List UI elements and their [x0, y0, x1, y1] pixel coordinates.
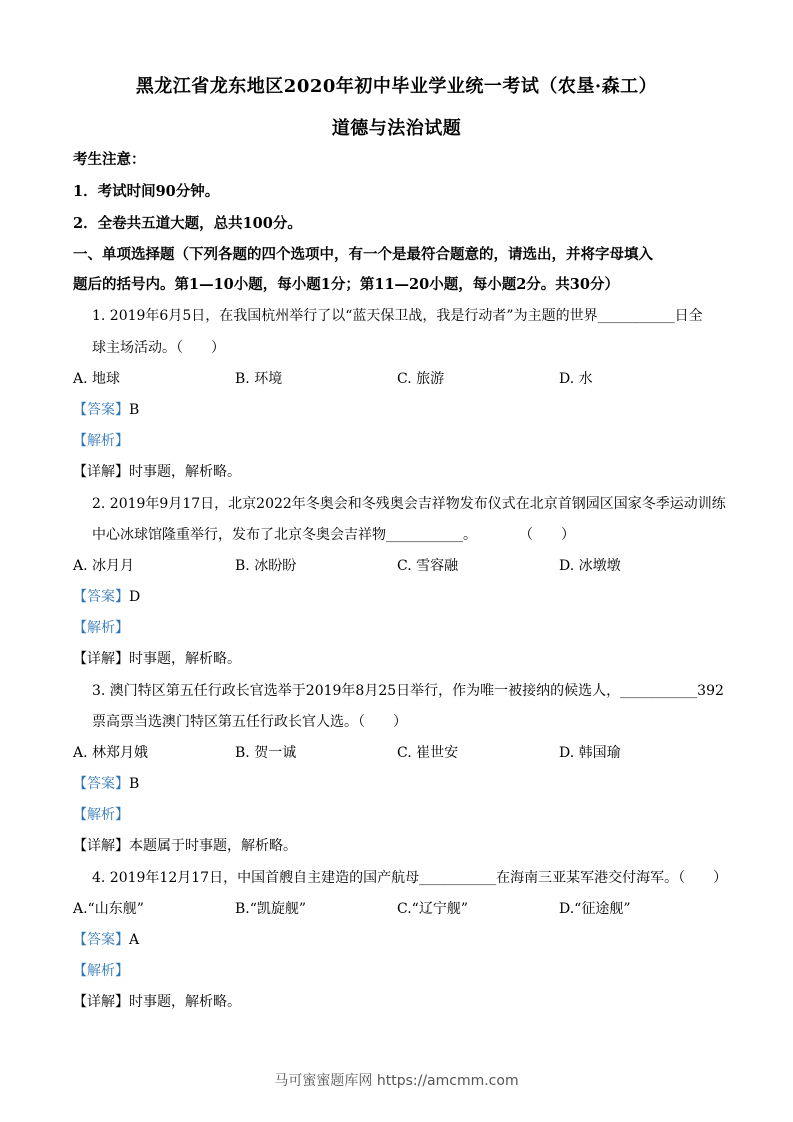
question-4-detail: 【详解】时事题，解析略。 — [73, 994, 241, 1010]
option-c: C. 雪容融 — [397, 558, 459, 574]
question-1-options — [73, 369, 723, 389]
question-1-stem: 1. 2019年6月5日，在我国杭州举行了以“蓝天保卫战，我是行动者”为主题的世界___________日全 — [92, 308, 703, 324]
exam-subtitle: 道德与法治试题 — [331, 118, 462, 139]
answer-tag: 【答案】 — [73, 589, 129, 605]
option-b: B.“凯旋舰” — [235, 901, 307, 917]
question-2-detail: 【详解】时事题，解析略。 — [73, 651, 241, 667]
question-4-analysis: 【解析】 — [73, 963, 129, 979]
question-3-stem: 3. 澳门特区第五任行政长官选举于2019年8月25日举行，作为唯一被接纳的候选人，___________392 — [92, 683, 724, 699]
question-3-options — [73, 743, 723, 763]
option-d: D.“征途舰” — [559, 901, 631, 917]
question-4-options — [73, 899, 723, 919]
section-heading: 一、单项选择题（下列各题的四个选项中，有一个是最符合题意的，请选出，并将字母填入 — [73, 246, 653, 263]
option-b: B. 环境 — [235, 371, 283, 387]
answer-value: A — [129, 932, 140, 948]
question-3-analysis: 【解析】 — [73, 807, 129, 823]
option-b: B. 冰盼盼 — [235, 558, 297, 574]
question-2-answer — [73, 587, 723, 607]
exam-title: 黑龙江省龙东地区2020年初中毕业学业统一考试（农垦·森工） — [135, 76, 658, 97]
option-a: A.“山东舰” — [73, 901, 144, 917]
footer-watermark: 马可蜜蜜题库网 https://amcmm.com — [274, 1073, 519, 1089]
answer-tag: 【答案】 — [73, 776, 129, 792]
notice-item: 1．考试时间90分钟。 — [73, 183, 220, 200]
option-a: A. 地球 — [73, 371, 121, 387]
option-c: C. 旅游 — [397, 371, 445, 387]
option-b: B. 贺一诚 — [235, 745, 297, 761]
notice-item: 2．全卷共五道大题，总共100分。 — [73, 215, 302, 232]
question-4-stem: 4. 2019年12月17日，中国首艘自主建造的国产航母___________在海南三亚某军港交付海军。（ ） — [92, 870, 728, 886]
answer-value: B — [129, 776, 140, 792]
option-c: C.“辽宁舰” — [397, 901, 468, 917]
answer-value: B — [129, 402, 140, 418]
option-a: A. 林郑月娥 — [73, 745, 149, 761]
option-a: A. 冰月月 — [73, 558, 135, 574]
answer-tag: 【答案】 — [73, 932, 129, 948]
question-3-detail: 【详解】本题属于时事题，解析略。 — [73, 838, 297, 854]
question-3-answer — [73, 774, 723, 794]
question-1-detail: 【详解】时事题，解析略。 — [73, 464, 241, 480]
option-d: D. 韩国瑜 — [559, 745, 621, 761]
question-2-analysis: 【解析】 — [73, 620, 129, 636]
question-4-answer — [73, 930, 723, 950]
option-d: D. 水 — [559, 371, 593, 387]
question-2-stem: 2. 2019年9月17日，北京2022年冬奥会和冬残奥会吉祥物发布仪式在北京首钢园区国家冬季运动训练 — [92, 496, 726, 512]
answer-tag: 【答案】 — [73, 402, 129, 418]
notice-heading: 考生注意： — [73, 151, 146, 168]
question-1-answer — [73, 400, 723, 420]
option-d: D. 冰墩墩 — [559, 558, 621, 574]
question-3-stem-cont: 票高票当选澳门特区第五任行政长官人选。（ ） — [92, 714, 407, 730]
answer-value: D — [129, 589, 141, 605]
option-c: C. 崔世安 — [397, 745, 459, 761]
question-2-options — [73, 556, 723, 576]
question-1-stem-cont: 球主场活动。（ ） — [92, 340, 225, 356]
section-heading-cont: 题后的括号内。第1—10小题，每小题1分；第11—20小题，每小题2分。共30分） — [73, 276, 619, 293]
question-2-stem-cont: 中心冰球馆隆重举行，发布了北京冬奥会吉祥物___________。 （ ） — [92, 527, 575, 543]
question-1-analysis: 【解析】 — [73, 433, 129, 449]
